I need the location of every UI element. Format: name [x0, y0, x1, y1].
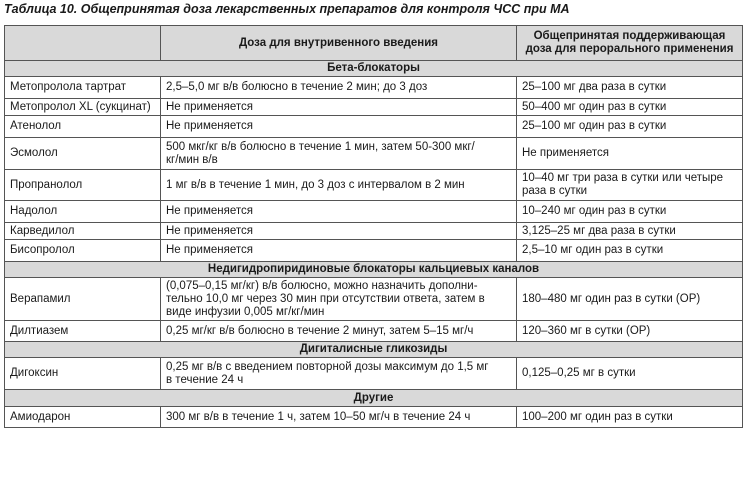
iv-dose — [161, 116, 517, 138]
oral-dose-line: Не применяется — [522, 147, 609, 159]
table-row — [5, 407, 743, 428]
table-row — [5, 170, 743, 201]
oral-dose-line: 120–360 мг в сутки (ОР) — [522, 324, 651, 337]
section-title: Бета-блокаторы — [5, 61, 743, 77]
iv-dose-line: (0,075–0,15 мг/кг) в/в болюсно, можно назначить дополни- — [166, 279, 478, 292]
drug-name: Надолол — [5, 201, 161, 223]
oral-dose-line: 180–480 мг один раз в сутки (ОР) — [522, 292, 701, 305]
table-row — [5, 321, 743, 342]
oral-dose-line: раза в сутки — [522, 185, 588, 197]
iv-dose-line: Не применяется — [166, 120, 253, 132]
table-row — [5, 99, 743, 116]
section-row — [5, 262, 743, 278]
oral-dose-line: 100–200 мг один раз в сутки — [522, 410, 673, 423]
oral-dose-line: 50–400 мг один раз в сутки — [522, 100, 667, 113]
iv-dose-line: 1 мг в/в в течение 1 мин, до 3 доз с интервалом в 2 мин — [166, 178, 465, 191]
iv-dose-line: Не применяется — [166, 244, 253, 256]
drug-name: Верапамил — [5, 278, 161, 321]
iv-dose — [161, 278, 517, 321]
oral-dose-line: 2,5–10 мг один раз в сутки — [522, 244, 664, 256]
iv-dose-line: 500 мкг/кг в/в болюсно в течение 1 мин, затем 50-300 мкг/ — [166, 140, 475, 153]
oral-dose — [517, 138, 743, 170]
iv-dose — [161, 201, 517, 223]
drug-name: Дилтиазем — [5, 321, 161, 342]
drug-name: Метопролол XL (сукцинат) — [5, 99, 161, 116]
drug-name: Дигоксин — [5, 358, 161, 390]
table-caption: Таблица 10. Общепринятая доза лекарственных препаратов для контроля ЧСС при МА — [4, 2, 570, 16]
oral-dose — [517, 170, 743, 201]
table-body — [5, 61, 743, 428]
iv-dose-line: Не применяется — [166, 100, 253, 113]
oral-dose — [517, 240, 743, 262]
iv-dose — [161, 170, 517, 201]
table-row — [5, 138, 743, 170]
oral-dose — [517, 321, 743, 342]
oral-dose-line: 25–100 мг один раз в сутки — [522, 120, 667, 132]
section-title: Недигидропиридиновые блокаторы кальциевых каналов — [5, 262, 743, 278]
oral-dose-line: 3,125–25 мг два раза в сутки — [522, 224, 676, 237]
table-row — [5, 278, 743, 321]
drug-name: Атенолол — [5, 116, 161, 138]
table-row — [5, 116, 743, 138]
oral-dose — [517, 358, 743, 390]
oral-dose-line: 25–100 мг два раза в сутки — [522, 81, 667, 93]
table-row — [5, 77, 743, 99]
iv-dose-line: Не применяется — [166, 205, 253, 217]
table-row — [5, 201, 743, 223]
oral-dose-line: 10–240 мг один раз в сутки — [522, 205, 667, 217]
oral-dose-line: 10–40 мг три раза в сутки или четыре — [522, 172, 724, 184]
oral-dose-line: 0,125–0,25 мг в сутки — [522, 367, 636, 379]
oral-dose — [517, 407, 743, 428]
iv-dose-line: кг/мин в/в — [166, 153, 218, 166]
iv-dose — [161, 358, 517, 390]
table-row — [5, 358, 743, 390]
drug-name: Бисопролол — [5, 240, 161, 262]
section-title: Дигиталисные гликозиды — [5, 342, 743, 358]
iv-dose-line: в течение 24 ч — [166, 373, 244, 386]
oral-dose — [517, 201, 743, 223]
section-row — [5, 342, 743, 358]
iv-dose-line: 0,25 мг/кг в/в болюсно в течение 2 минут, затем 5–15 мг/ч — [166, 324, 474, 337]
table-row — [5, 223, 743, 240]
oral-dose — [517, 77, 743, 99]
oral-dose — [517, 223, 743, 240]
drug-name: Эсмолол — [5, 138, 161, 170]
drug-name: Пропранолол — [5, 170, 161, 201]
header-iv-dose: Доза для внутривенного введения — [161, 26, 517, 61]
oral-dose — [517, 99, 743, 116]
iv-dose-line: виде инфузии 0,005 мг/кг/мин — [166, 305, 325, 318]
drug-name: Карведилол — [5, 223, 161, 240]
oral-dose — [517, 116, 743, 138]
table-row — [5, 240, 743, 262]
dose-table — [4, 25, 743, 428]
iv-dose — [161, 407, 517, 428]
drug-name: Амиодарон — [5, 407, 161, 428]
iv-dose — [161, 77, 517, 99]
iv-dose-line: 300 мг в/в в течение 1 ч, затем 10–50 мг/ч в течение 24 ч — [166, 410, 471, 423]
section-row — [5, 61, 743, 77]
drug-name: Метопролола тартрат — [5, 77, 161, 99]
iv-dose-line: Не применяется — [166, 224, 253, 237]
header-drug — [5, 26, 161, 61]
iv-dose-line: 0,25 мг в/в с введением повторной дозы максимум до 1,5 мг — [166, 360, 489, 373]
oral-dose — [517, 278, 743, 321]
iv-dose-line: 2,5–5,0 мг в/в болюсно в течение 2 мин; до 3 доз — [166, 81, 428, 93]
header-oral-line1: Общепринятая поддерживающая — [533, 30, 726, 42]
header-row — [5, 26, 743, 61]
iv-dose — [161, 99, 517, 116]
iv-dose — [161, 138, 517, 170]
header-oral-line2: доза для перорального применения — [525, 43, 734, 55]
iv-dose — [161, 223, 517, 240]
iv-dose-line: тельно 10,0 мг через 30 мин при отсутствии ответа, затем в — [166, 292, 485, 305]
iv-dose — [161, 321, 517, 342]
section-row — [5, 390, 743, 407]
iv-dose — [161, 240, 517, 262]
section-title: Другие — [5, 390, 743, 407]
header-oral-dose — [517, 26, 743, 61]
